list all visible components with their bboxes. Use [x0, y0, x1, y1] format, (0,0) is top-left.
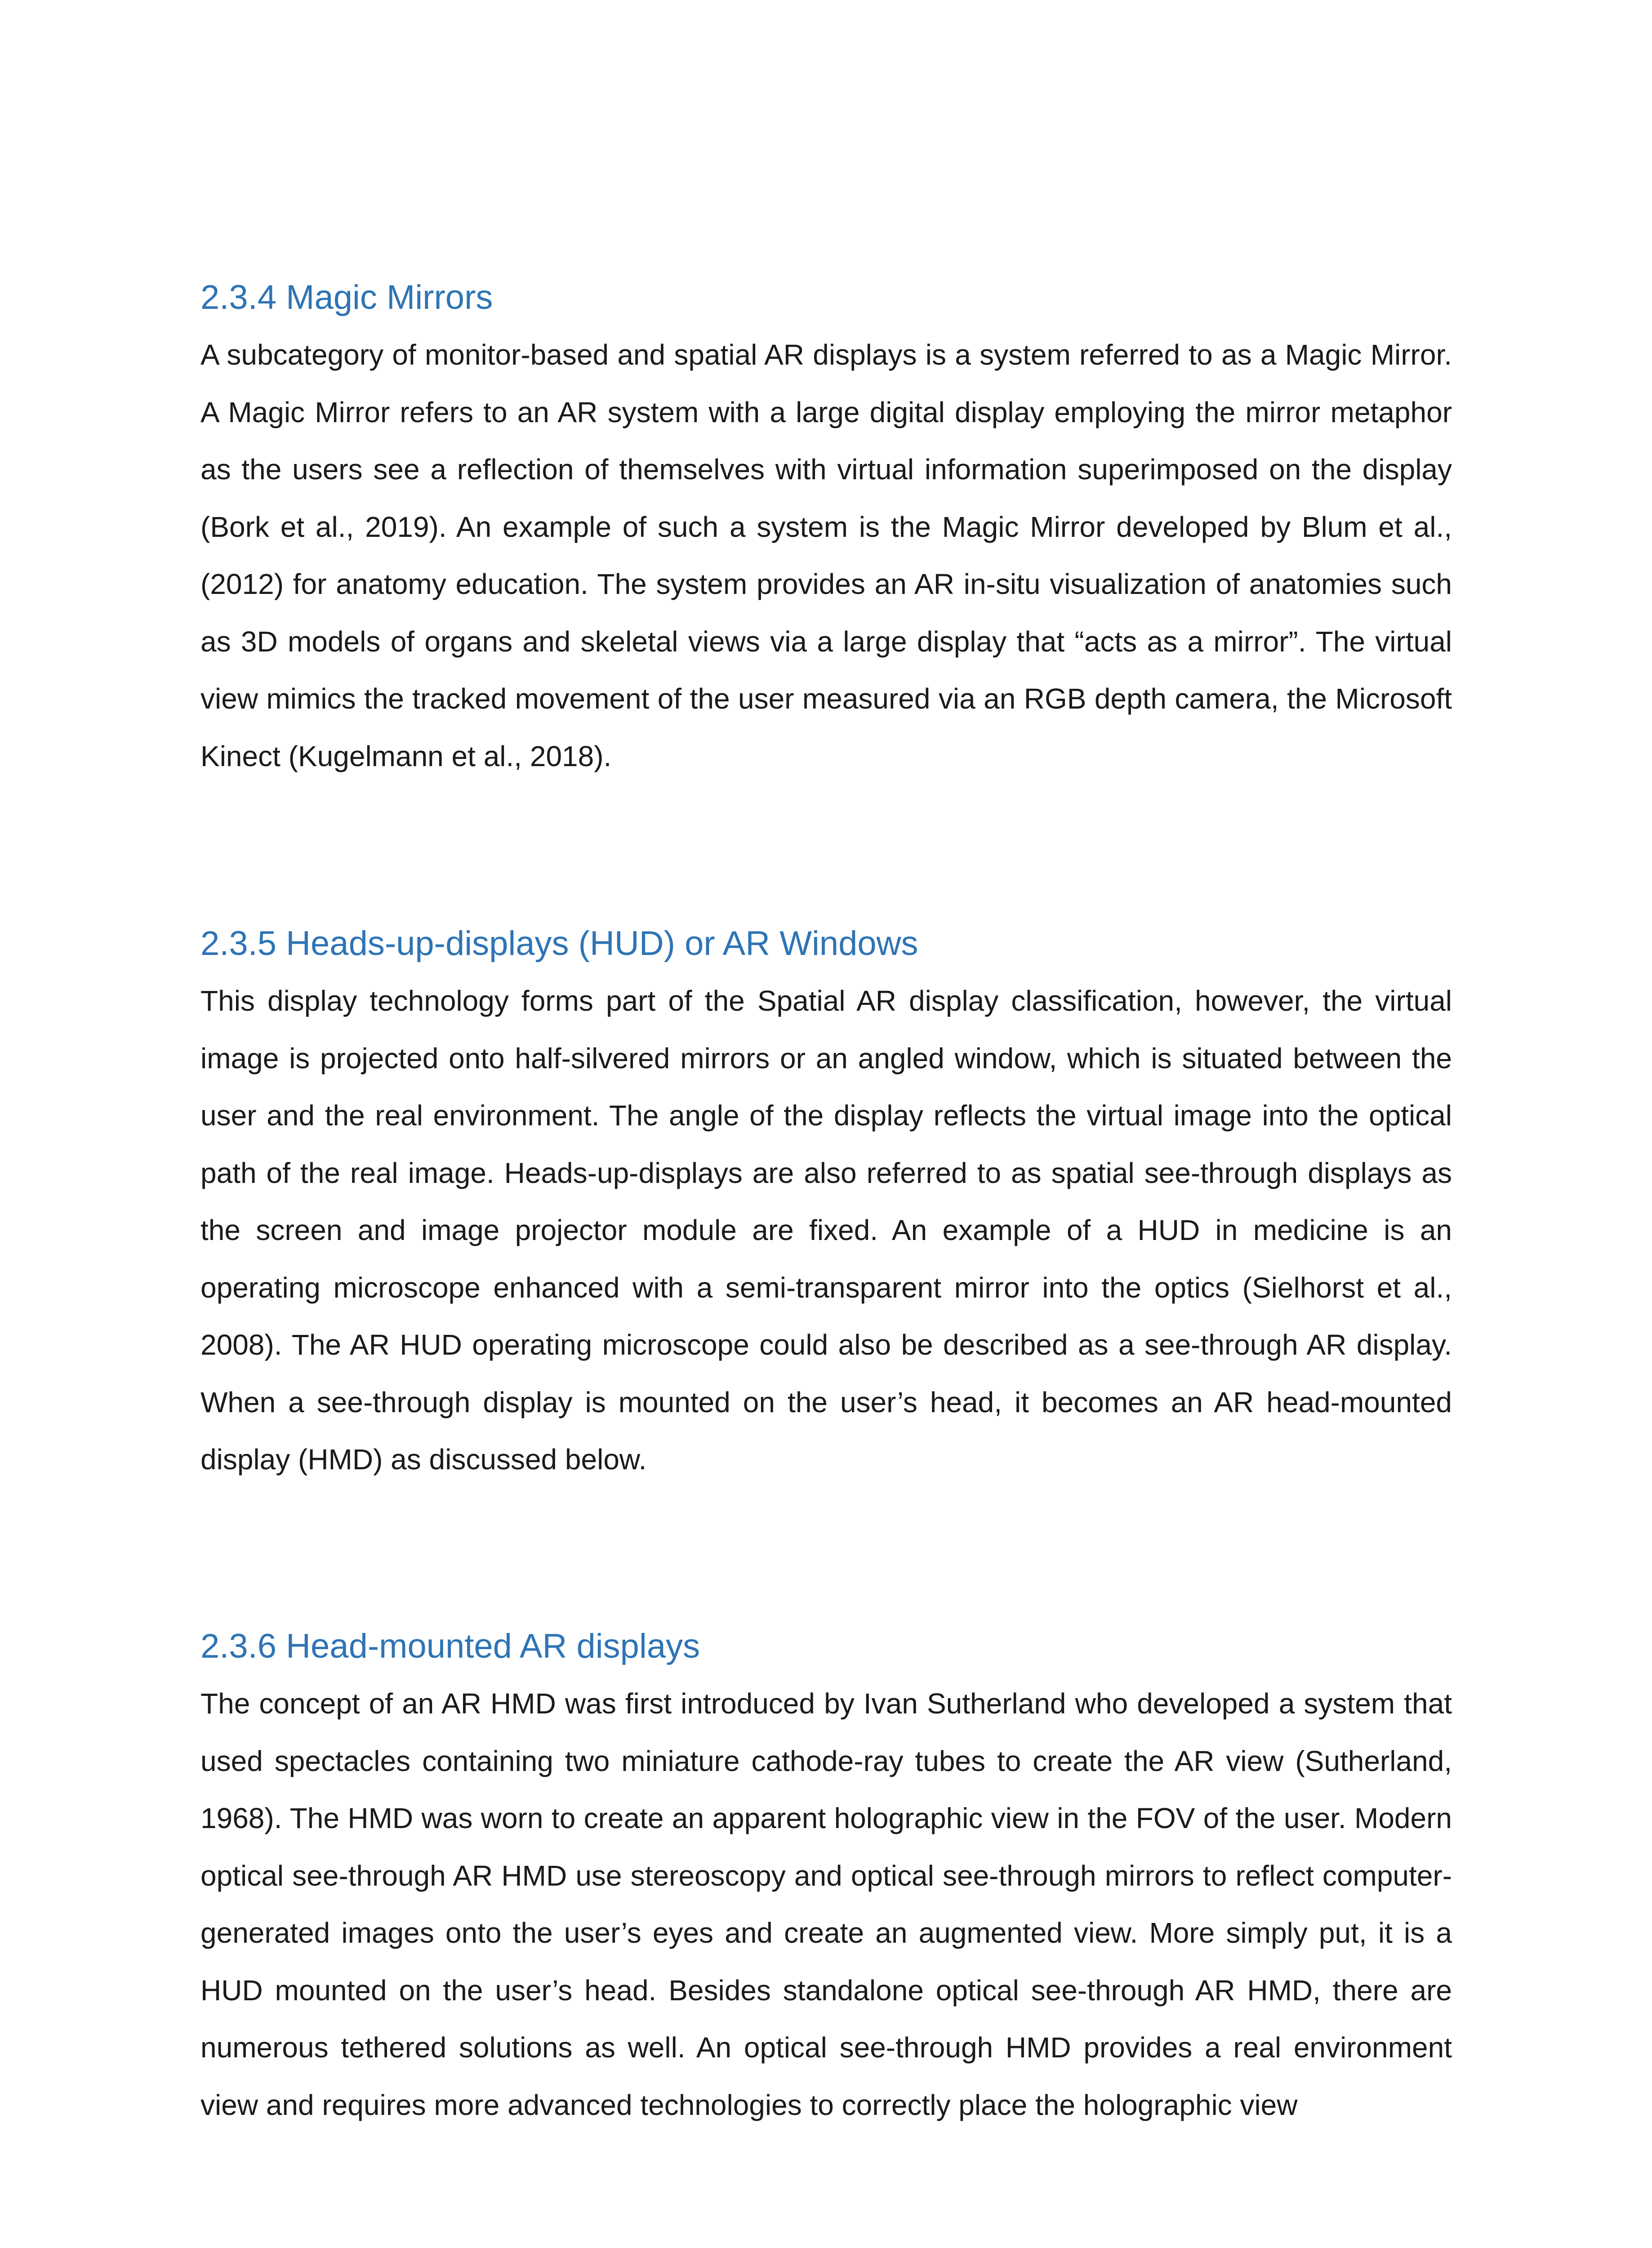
section-body-paragraph: A subcategory of monitor-based and spatial AR displays is a system referred to as a Magic Mirror. A Magic Mirror refers to an AR system with a large digital display employing the mirror metaphor as the users see a reflection of themselves with virtual information superimposed on the display (Bork et al., 2019). An example of such a system is the Magic Mirror developed by Blum et al., (2012) for anatomy education. The system provides an AR in-situ visualization of anatomies such as 3D models of organs and skeletal views via a large display that “acts as a mirror”. The virtual view mimics the tracked movement of the user measured via an RGB depth camera, the Microsoft Kinect (Kugelmann et al., 2018). — [200, 339, 1452, 772]
document-page — [200, 0, 1452, 2248]
section-body-paragraph: The concept of an AR HMD was first introduced by Ivan Sutherland who developed a system that used spectacles containing two miniature cathode-ray tubes to create the AR view (Sutherland, 1968). The HMD was worn to create an apparent holographic view in the FOV of the user. Modern optical see-through AR HMD use stereoscopy and optical see-through mirrors to reflect computer-generated images onto the user’s eyes and create an augmented view. More simply put, it is a HUD mounted on the user’s head. Besides standalone optical see-through AR HMD, there are numerous tethered solutions as well. An optical see-through HMD provides a real environment view and requires more advanced technologies to correctly place the holographic view — [200, 1687, 1452, 2121]
section-body-paragraph: This display technology forms part of the Spatial AR display classification, however, the virtual image is projected onto half-silvered mirrors or an angled window, which is situated between the user and the real environment. The angle of the display reflects the virtual image into the optical path of the real image. Heads-up-displays are also referred to as spatial see-through displays as the screen and image projector module are fixed. An example of a HUD in medicine is an operating microscope enhanced with a semi-transparent mirror into the optics (Sielhorst et al., 2008). The AR HUD operating microscope could also be described as a see-through AR display. When a see-through display is mounted on the user’s head, it becomes an AR head-mounted display (HMD) as discussed below. — [200, 985, 1452, 1476]
section-heading: 2.3.6 Head-mounted AR displays — [200, 1627, 700, 1665]
section-heads-up-displays — [200, 921, 1452, 1489]
section-heading: 2.3.5 Heads-up-displays (HUD) or AR Windows — [200, 924, 918, 963]
section-magic-mirrors — [200, 275, 1452, 785]
section-heading: 2.3.4 Magic Mirrors — [200, 278, 493, 317]
section-head-mounted-displays — [200, 1624, 1452, 2134]
